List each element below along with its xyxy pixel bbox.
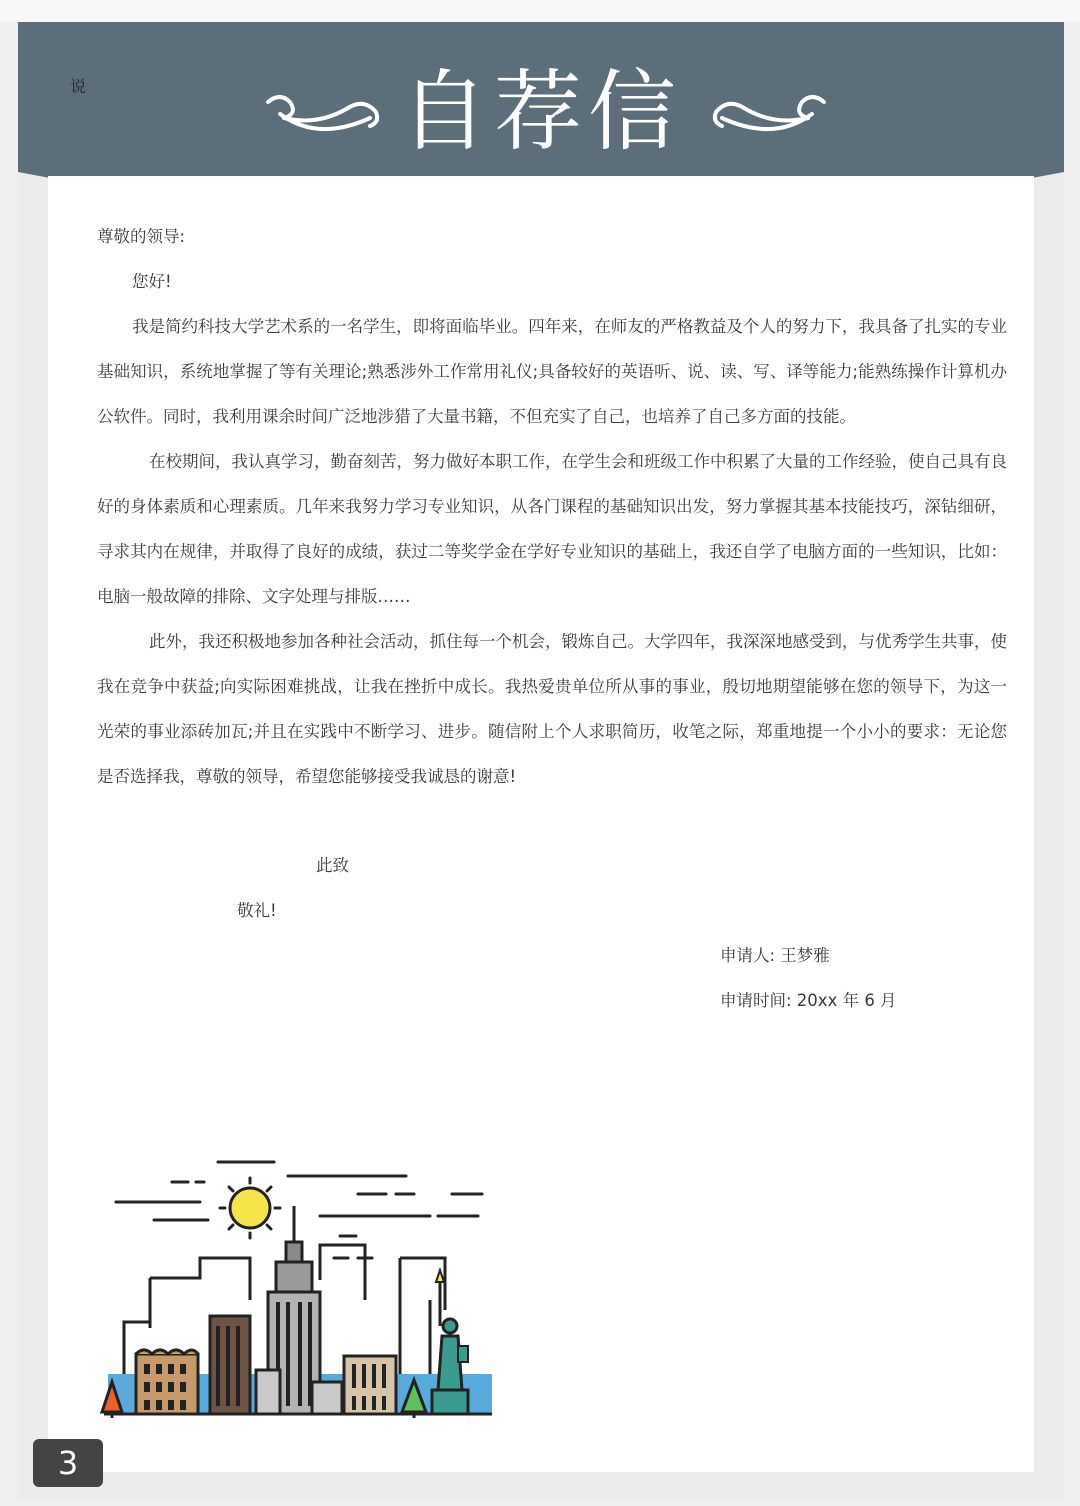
letter-date: 申请时间: 20xx 年 6 月 <box>720 991 897 1010</box>
letter-paragraph-2: 在校期间，我认真学习，勤奋刻苦，努力做好本职工作，在学生会和班级工作中积累了大量的工作经验，使自己具有良好的身体素质和心理素质。几年来我努力学习专业知识，从各门课程的基础知识出发，努力掌握其基本技能技巧，深钻细研，寻求其内在规律，并取得了良好的成绩，获过二等奖学金在学好专业知识的基础上，我还自学了电脑方面的一些知识，比如：电脑一般故障的排除、文字处理与排版…… <box>97 452 1007 606</box>
top-strip <box>0 0 1080 22</box>
dark-tower-icon <box>210 1316 250 1414</box>
header-note: 说 <box>70 77 87 96</box>
letter-paragraph-1: 我是简约科技大学艺术系的一名学生，即将面临毕业。四年来，在师友的严格教益及个人的努力下，我具备了扎实的专业基础知识，系统地掌握了等有关理论;熟悉涉外工作常用礼仪;具备较好的英语听、说、读、写、译等能力;能熟练操作计算机办公软件。同时，我利用课余时间广泛地涉猎了大量书籍，不但充实了自己，也培养了自己多方面的技能。 <box>97 317 1007 426</box>
letter-greeting: 您好! <box>132 272 172 291</box>
letter-closing-2: 敬礼! <box>237 901 277 920</box>
statue-of-liberty-icon <box>432 1270 468 1414</box>
letter-closing-1: 此致 <box>316 856 349 875</box>
classical-building-icon <box>344 1356 396 1414</box>
page-title: 自荐信 <box>399 60 682 163</box>
page-number-badge: 3 <box>33 1439 103 1487</box>
sun-icon <box>220 1178 280 1238</box>
letter-salutation: 尊敬的领导: <box>97 227 186 246</box>
letter-applicant: 申请人: 王梦雅 <box>720 946 830 965</box>
brown-building-icon <box>136 1350 198 1414</box>
letter-paragraph-3: 此外，我还积极地参加各种社会活动，抓住每一个机会，锻炼自己。大学四年，我深深地感受到，与优秀学生共事，使我在竞争中获益;向实际困难挑战，让我在挫折中成长。我热爱贵单位所从事的事业，殷切地期望能够在您的领导下，为这一光荣的事业添砖加瓦;并且在实践中不断学习、进步。随信附上个人求职简历，收笔之际，郑重地提一个小小的要求：无论您是否选择我，尊敬的领导，希望您能够接受我诚恳的谢意! <box>97 632 1007 786</box>
letter-body <box>97 214 1007 799</box>
city-skyline-illustration <box>100 1150 500 1420</box>
